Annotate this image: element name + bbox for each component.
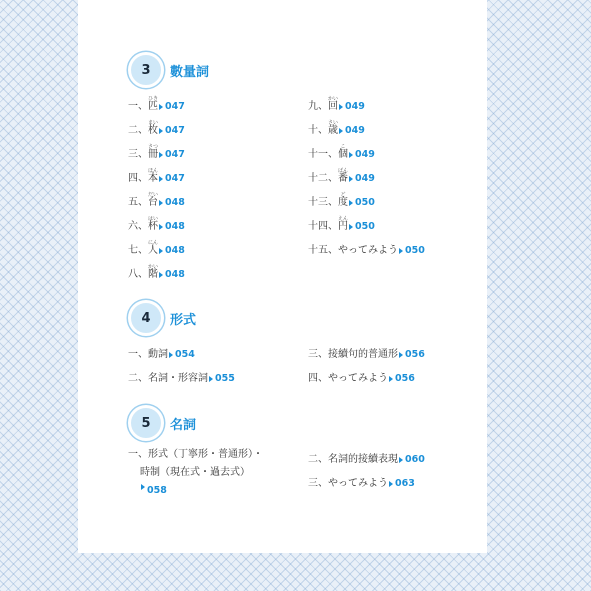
toc-entry[interactable] (308, 89, 468, 113)
toc-entry[interactable] (128, 185, 308, 209)
toc-entry-label: 八、階かい (128, 264, 159, 280)
toc-entry-counter: 人にん (148, 240, 159, 256)
toc-entry[interactable] (308, 442, 468, 466)
toc-entry-page: 047 (165, 149, 185, 160)
toc-entry-counter: 円えん (338, 216, 349, 232)
toc-entry-page: 048 (165, 269, 185, 280)
toc-entry-page: 047 (165, 101, 185, 112)
toc-entry-label: 三、冊さつ (128, 144, 159, 160)
toc-entry-label: 一、形式（丁寧形・普通形）・ (128, 449, 263, 460)
toc-entry-page: 049 (345, 125, 365, 136)
toc-entry-counter: 杯はい (148, 216, 159, 232)
toc-entry[interactable] (128, 446, 308, 500)
arrow-icon (399, 248, 403, 254)
furigana: かい (328, 96, 339, 102)
toc-entry-page: 056 (395, 373, 415, 384)
toc-entry-label: 十、歳さい (308, 120, 339, 136)
toc-entry-counter: 個こ (338, 144, 348, 160)
toc-entry-page: 047 (165, 125, 185, 136)
toc-entry-page: 060 (405, 454, 425, 465)
toc-entry-label: 四、本ほん (128, 168, 159, 184)
toc-entry-label: 七、人にん (128, 240, 159, 256)
toc-entry[interactable] (308, 361, 468, 385)
toc-entry-label: 二、名詞・形容詞 (128, 373, 208, 384)
toc-entry[interactable] (128, 137, 308, 161)
toc-column-left (128, 337, 308, 385)
arrow-icon (169, 352, 173, 358)
toc-entry-counter: 冊さつ (148, 144, 159, 160)
arrow-icon (159, 224, 163, 230)
furigana: ほん (148, 168, 159, 174)
toc-entry-counter: 番ばん (338, 168, 349, 184)
section-number-badge: 3 (128, 52, 164, 88)
toc-entry-label: 三、接續句的普通形 (308, 349, 398, 360)
toc-entry-counter: 歳さい (328, 120, 339, 136)
toc-entry[interactable] (128, 233, 308, 257)
toc-column-right (308, 442, 468, 500)
toc-entry[interactable] (308, 466, 468, 490)
arrow-icon (339, 104, 343, 110)
toc-entry[interactable] (308, 137, 468, 161)
toc-entry[interactable] (128, 337, 308, 361)
furigana: ど (338, 192, 348, 198)
toc-section-5 (128, 404, 468, 500)
toc-entry-page: 050 (355, 221, 375, 232)
toc-entry-page: 063 (395, 478, 415, 489)
toc-entry-counter: 枚まい (148, 120, 159, 136)
arrow-icon (349, 200, 353, 206)
toc-entry-label: 三、やってみよう (308, 478, 388, 489)
arrow-icon (159, 176, 163, 182)
toc-entry-label: 十一、個こ (308, 144, 348, 160)
section-title: 形式 (170, 312, 197, 328)
toc-entry-label: 二、枚まい (128, 120, 159, 136)
section-title: 數量詞 (170, 64, 210, 80)
furigana: えん (338, 216, 349, 222)
toc-entry-label: 五、台だい (128, 192, 159, 208)
furigana: さい (328, 120, 339, 126)
furigana: まい (148, 120, 159, 126)
toc-entry-counter: 回かい (328, 96, 339, 112)
toc-entry-label: 六、杯はい (128, 216, 159, 232)
toc-entry[interactable] (308, 113, 468, 137)
toc-entry[interactable] (128, 361, 308, 385)
toc-entry-page: 047 (165, 173, 185, 184)
toc-entry-page: 058 (128, 482, 308, 500)
toc-entry-label: 十三、度ど (308, 192, 348, 208)
arrow-icon (399, 457, 403, 463)
toc-entry-page: 056 (405, 349, 425, 360)
toc-entry-counter: 匹ひき (148, 96, 159, 112)
toc-column-left (128, 442, 308, 500)
toc-entry-page: 048 (165, 197, 185, 208)
section-number-badge: 5 (128, 405, 164, 441)
toc-entry-page: 054 (175, 349, 195, 360)
toc-entry-label: 一、匹ひき (128, 96, 159, 112)
toc-entry-page: 049 (355, 149, 375, 160)
toc-column-right (308, 89, 468, 281)
toc-entry-label: 四、やってみよう (308, 373, 388, 384)
arrow-icon (339, 128, 343, 134)
toc-entry[interactable] (308, 161, 468, 185)
toc-entry-label: 九、回かい (308, 96, 339, 112)
furigana: こ (338, 144, 348, 150)
section-header (128, 299, 468, 337)
arrow-icon (159, 248, 163, 254)
toc-entry[interactable] (128, 161, 308, 185)
furigana: ばん (338, 168, 349, 174)
toc-entry-page: 055 (215, 373, 235, 384)
toc-entry[interactable] (308, 337, 468, 361)
toc-entry-counter: 本ほん (148, 168, 159, 184)
furigana: はい (148, 216, 159, 222)
toc-entry[interactable] (128, 257, 308, 281)
furigana: だい (148, 192, 159, 198)
toc-entry-label: 時制（現在式・過去式） (140, 467, 250, 478)
toc-page (78, 0, 487, 553)
toc-entry-page: 048 (165, 221, 185, 232)
arrow-icon (159, 200, 163, 206)
toc-entry-label: 二、名詞的接續表現 (308, 454, 398, 465)
arrow-icon (159, 152, 163, 158)
arrow-icon (159, 104, 163, 110)
section-header (128, 51, 468, 89)
section-number-badge: 4 (128, 300, 164, 336)
arrow-icon (349, 176, 353, 182)
furigana: にん (148, 240, 159, 246)
arrow-icon (389, 376, 393, 382)
arrow-icon (399, 352, 403, 358)
toc-section-4 (128, 299, 468, 385)
furigana: ひき (148, 96, 159, 102)
furigana: さつ (148, 144, 159, 150)
toc-entry[interactable] (128, 113, 308, 137)
toc-entry-label: 一、動詞 (128, 349, 168, 360)
toc-entry-label: 十二、番ばん (308, 168, 349, 184)
toc-column-left (128, 89, 308, 281)
toc-entry[interactable] (308, 185, 468, 209)
toc-column-right (308, 337, 468, 385)
arrow-icon (349, 224, 353, 230)
arrow-icon (159, 272, 163, 278)
toc-entry-label: 十四、円えん (308, 216, 349, 232)
toc-entry-page: 049 (355, 173, 375, 184)
arrow-icon (349, 152, 353, 158)
toc-entry-page: 049 (345, 101, 365, 112)
toc-entry-page: 048 (165, 245, 185, 256)
toc-entry-counter: 度ど (338, 192, 348, 208)
furigana: かい (148, 264, 159, 270)
toc-section-3 (128, 51, 468, 281)
section-title: 名詞 (170, 417, 197, 433)
toc-entry-page: 050 (355, 197, 375, 208)
toc-entry[interactable] (308, 233, 468, 257)
arrow-icon (141, 484, 145, 490)
arrow-icon (159, 128, 163, 134)
toc-entry-counter: 階かい (148, 264, 159, 280)
section-header (128, 404, 468, 442)
toc-entry[interactable] (308, 209, 468, 233)
toc-entry-label: 十五、やってみよう (308, 245, 398, 256)
toc-entry[interactable] (128, 89, 308, 113)
toc-entry-page: 050 (405, 245, 425, 256)
arrow-icon (209, 376, 213, 382)
arrow-icon (389, 481, 393, 487)
toc-entry-counter: 台だい (148, 192, 159, 208)
toc-entry[interactable] (128, 209, 308, 233)
